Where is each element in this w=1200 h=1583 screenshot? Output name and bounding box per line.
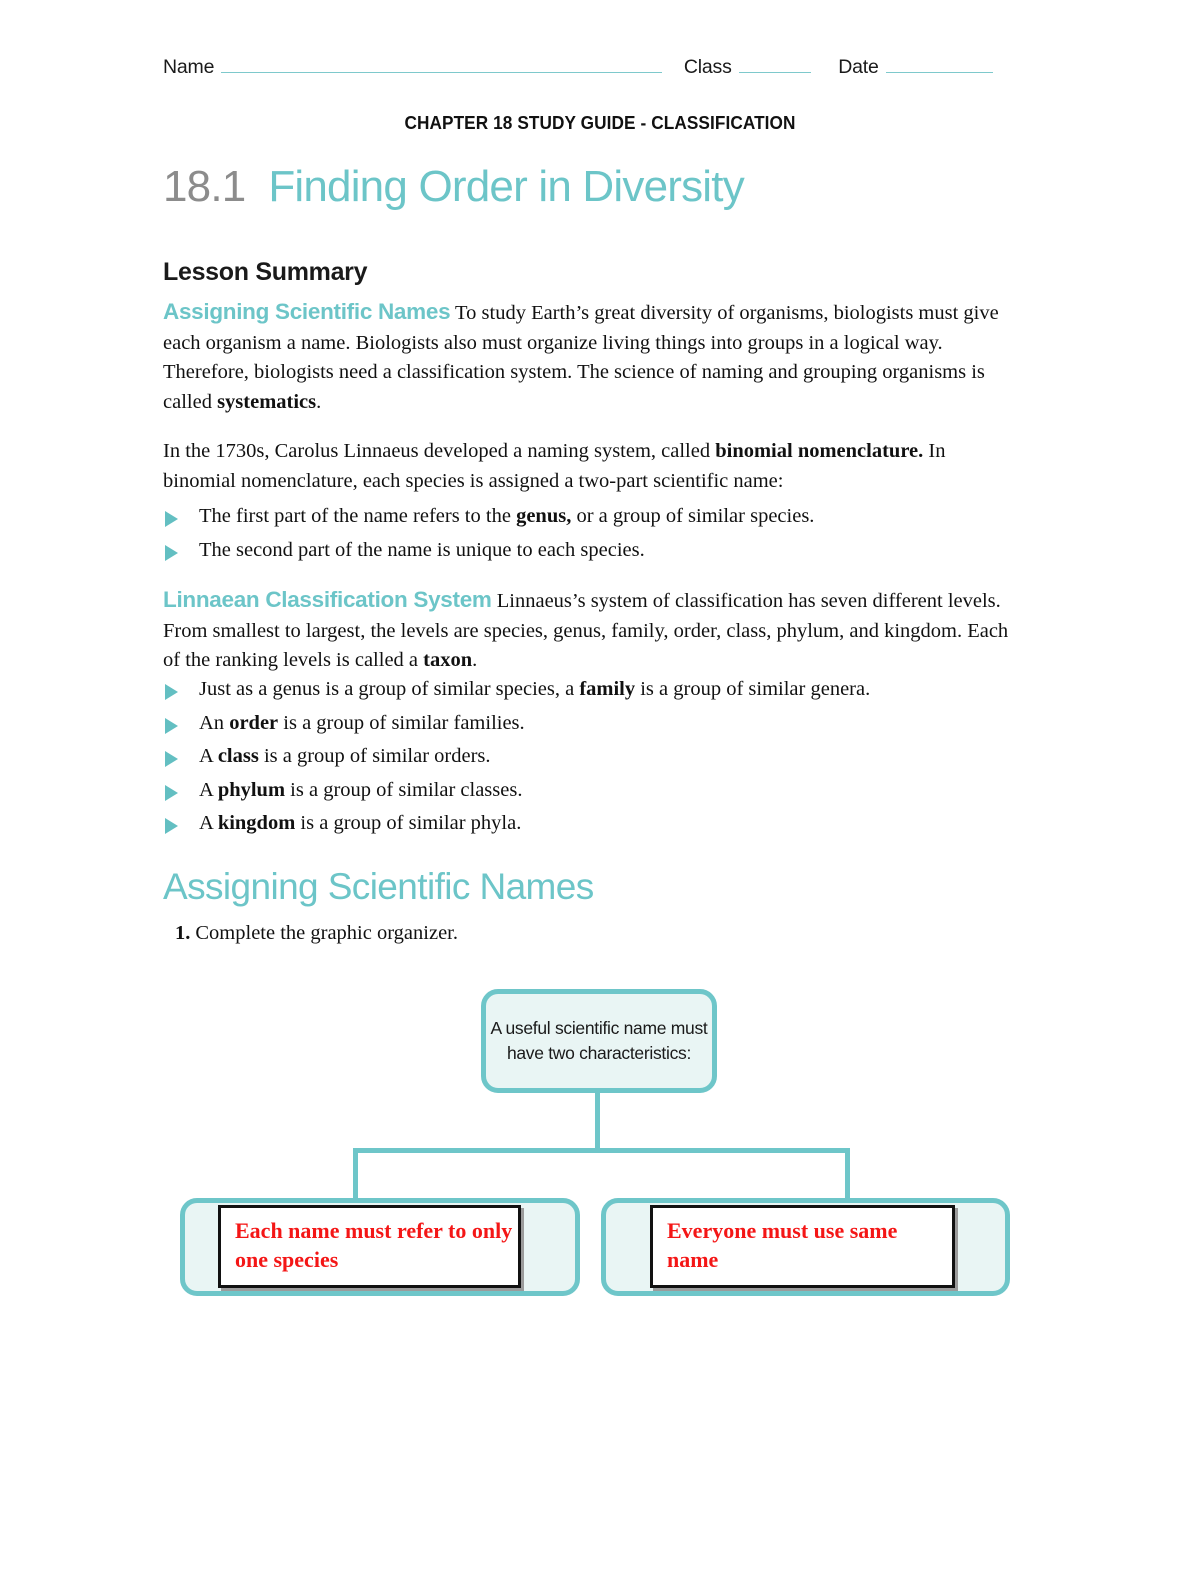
triangle-bullet-icon [163,502,179,531]
triangle-bullet-icon [163,536,179,565]
bullet-pre: A [199,778,218,801]
triangle-bullet-icon [163,742,179,771]
bullet-post: is a group of similar phyla. [295,812,522,834]
lesson-number: 18.1 [163,162,246,211]
bullet-post: is a group of similar classes. [285,778,523,801]
connector-horizontal [353,1148,850,1153]
class-blank-line[interactable] [739,72,811,73]
connector-vertical-left [353,1148,358,1203]
bullet-pre: A [199,745,218,767]
connector-vertical-right [845,1148,850,1203]
linnaeus-part1: In the 1730s, Carolus Linnaeus developed a naming system, called [163,440,716,462]
linnaeus-part2: In binomial nomenclature, each species is assigned a two-part scientific name: [163,440,946,492]
date-label: Date [838,56,879,78]
term-class: class [217,745,259,767]
answer-field-right[interactable]: Everyone must use same name [650,1205,955,1288]
triangle-bullet-icon [163,709,179,738]
lesson-title-text: Finding Order in Diversity [268,162,744,211]
bullet-post: or a group of similar species. [571,505,815,527]
class-label: Class [683,56,732,78]
linnaean-tail: . [472,649,478,671]
connector-vertical-top [595,1093,600,1151]
list-item-text [199,809,1023,838]
term-systematics: systematics [217,390,317,413]
bullet-pre: A [199,812,218,834]
date-blank-line[interactable] [886,72,993,73]
list-item-text [199,742,1023,771]
linnaean-run-in-head: Linnaean Classification System [163,587,492,612]
list-item-text [199,502,1023,531]
question-number: 1. [175,922,191,944]
question-1 [175,922,458,945]
question-text: Complete the graphic organizer. [195,922,458,944]
linnaean-body-text: Linnaeus’s system of classification has seven different levels. From smallest to largest, the levels are species, genus, family, order, class, phylum, and kingdom. Each of the ranking levels is called a [163,590,1009,671]
term-taxon: taxon [423,649,473,671]
term-family: family [579,678,636,700]
name-label: Name [163,56,215,78]
term-order: order [229,711,279,734]
list-item [163,709,1023,738]
linnaeus-paragraph [163,437,1018,496]
list-item-text [199,536,1023,565]
assigning-tail: . [316,390,322,413]
organizer-top-node: A useful scientific name must have two characteristics: [481,989,717,1093]
bullet-pre: The second part of the name is unique to each species. [199,538,645,561]
taxon-bullet-list [163,675,1023,843]
term-genus: genus, [516,505,572,527]
assigning-body-text: To study Earth’s great diversity of organisms, biologists must give each organism a name. Biologists also must organize living things into groups in a logical way. Therefore, biologists need a classification system. The science of naming and grouping organisms is called [163,302,999,413]
bullet-pre: Just as a genus is a group of similar species, a [199,678,580,700]
bullet-pre: The first part of the name refers to the [199,505,517,527]
bullet-post: is a group of similar genera. [635,678,871,700]
list-item-text [199,776,1023,805]
list-item-text [199,709,1023,738]
bullet-post: is a group of similar orders. [258,745,491,767]
list-item [163,776,1023,805]
chapter-strap: CHAPTER 18 STUDY GUIDE - CLASSIFICATION [404,112,796,133]
assigning-run-in-head: Assigning Scientific Names [163,299,451,324]
bullet-pre: An [199,711,230,734]
binomial-bullet-list [163,502,1023,569]
triangle-bullet-icon [163,809,179,838]
list-item [163,536,1023,565]
list-item [163,742,1023,771]
term-kingdom: kingdom [217,812,296,834]
linnaean-classification-paragraph [163,585,1018,676]
answer-field-left[interactable]: Each name must refer to only one species [218,1205,521,1288]
term-binomial-nomenclature: binomial nomenclature. [715,440,924,462]
list-item [163,502,1023,531]
student-info-header [163,56,993,79]
list-item [163,675,1023,704]
assigning-scientific-names-paragraph [163,297,1018,417]
list-item-text [199,675,1023,704]
list-item [163,809,1023,838]
lesson-summary-heading: Lesson Summary [163,258,368,286]
term-phylum: phylum [217,778,286,801]
triangle-bullet-icon [163,675,179,704]
page-title [163,162,744,212]
name-blank-line[interactable] [221,72,662,73]
assigning-scientific-names-heading: Assigning Scientific Names [163,866,594,907]
triangle-bullet-icon [163,776,179,805]
bullet-post: is a group of similar families. [278,711,525,734]
